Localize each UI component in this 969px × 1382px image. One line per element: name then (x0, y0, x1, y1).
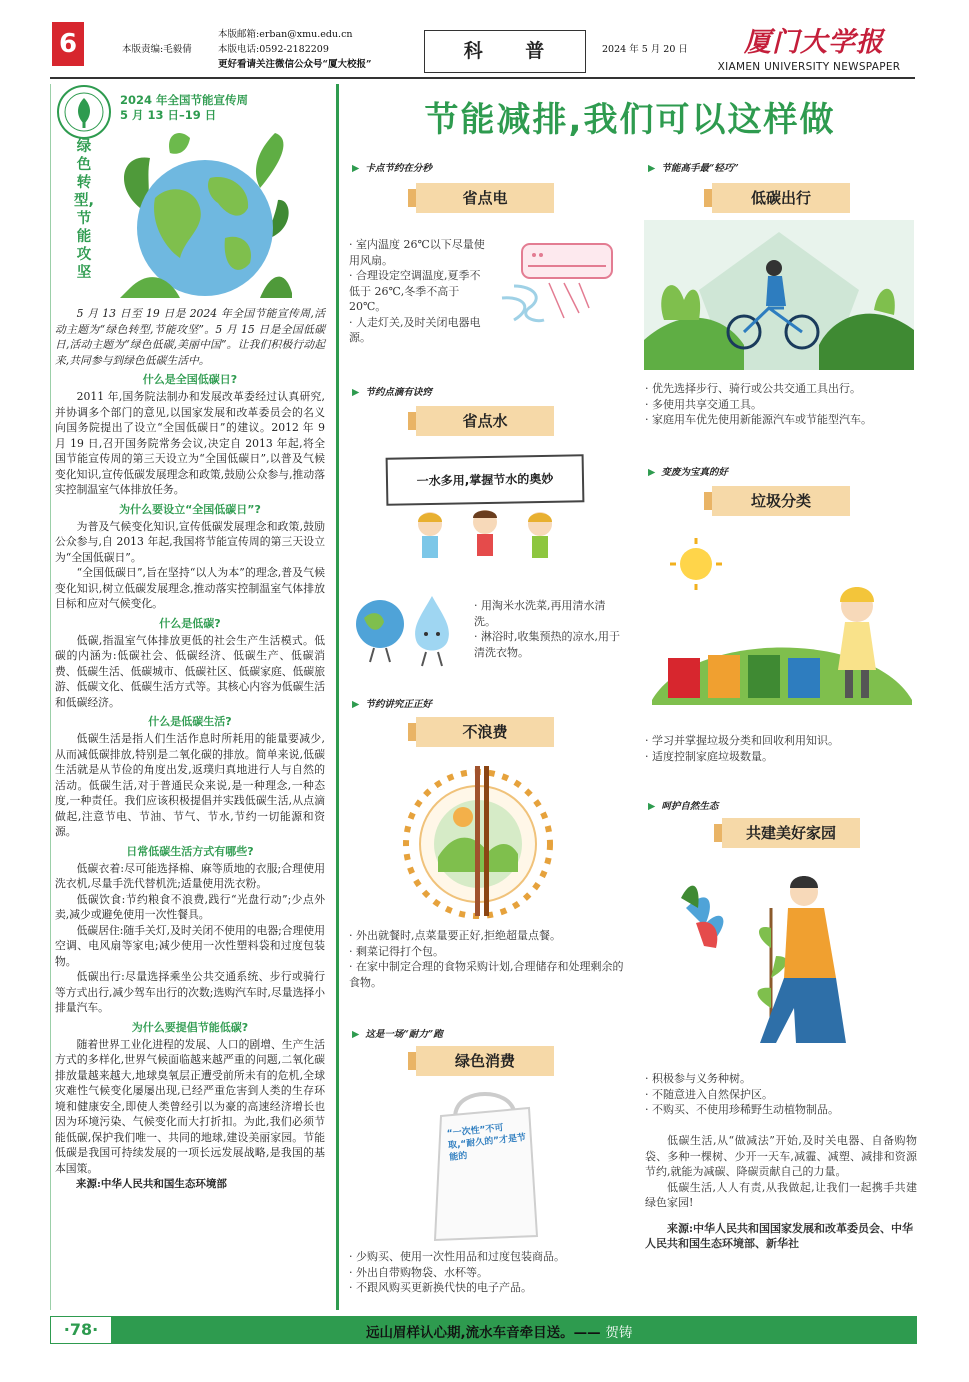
earth-and-water-drop-icon (352, 590, 464, 670)
bullet-item: · 在家中制定合理的食物采购计划,合理储存和处理剩余的食物。 (349, 960, 624, 989)
title-waste: 不浪费 (416, 717, 554, 747)
kicker-electricity (352, 160, 432, 174)
title-sorting: 垃圾分类 (712, 486, 850, 516)
section-label: 科 普 (424, 30, 586, 73)
section-heading: 为什么要提倡节能低碳? (131, 1020, 249, 1034)
body-paragraph: 随着世界工业化进程的发展、人口的剧增、生产生活方式的多样化,世界气候面临越来越严重的问题,二氧化碳排放量越来越大,地球臭氧层正遭受前所未有的危机,全球灾难性气候变化屡屡出现,已经严重危害到人类的生存环境和健康安全,即使人类曾经引以为豪的高速经济增长也因为环境污染、气候变化而大打折扣。为此,我们必须节能低碳,保护我们唯一、共同的地球,建设美丽家园。节能低碳是我国可持续发展的一项长远发展战略,是我国的基本国策。 (55, 1037, 325, 1175)
left-source: 来源:中华人民共和国生态环境部 (76, 1178, 227, 1190)
title-electricity: 省点电 (416, 183, 554, 213)
title-water: 省点水 (416, 406, 554, 436)
title-nature: 共建美好家园 (722, 818, 860, 848)
kicker-nature (648, 798, 718, 812)
bullet-item: · 学习并掌握垃圾分类和回收利用知识。 (645, 734, 839, 747)
bullet-item: · 外出自带购物袋、水杯等。 (349, 1265, 488, 1279)
body-paragraph: 低碳居住:随手关灯,及时关闭不使用的电器;合理使用空调、电风扇等家电;减少使用一次性塑料袋和过度包装物。 (55, 923, 325, 968)
bullet-item: · 不购买、不使用珍稀野生动植物制品。 (645, 1103, 839, 1116)
issue-date: 2024 年 5 月 20 日 (602, 44, 688, 55)
cyclist-illustration (644, 220, 914, 370)
bullets-travel (645, 381, 915, 428)
bullet-item: · 外出就餐时,点菜量要正好,拒绝超量点餐。 (349, 929, 561, 942)
bullet-item: · 适度控制家庭垃圾数量。 (645, 749, 773, 763)
triangle-icon: ▶ (352, 163, 360, 174)
conclusion (645, 1133, 917, 1252)
plate-and-chopsticks-illustration (398, 762, 564, 924)
children-illustration (400, 502, 570, 572)
body-paragraph: 低碳,指温室气体排放更低的社会生产生活模式。低碳的内涵为:低碳社会、低碳经济、低碳生产、低碳消费、低碳生活、低碳城市、低碳社区、低碳家庭、低碳旅游、低碳文化、低碳生活方式等。其核心内容为低碳生活和低碳经济。 (55, 633, 325, 709)
right-source: 来源:中华人民共和国国家发展和改革委员会、中华人民共和国生态环境部、新华社 (645, 1221, 914, 1250)
section-heading: 日常低碳生活方式有哪些? (126, 844, 254, 858)
footer-quote (366, 1321, 632, 1341)
kicker-sorting (648, 464, 728, 478)
kicker-waste (352, 696, 432, 710)
kicker-sorting-text: 变废为宝真的好 (661, 467, 728, 478)
bullet-item: · 用淘米水洗菜,再用清水清洗。 (474, 599, 606, 628)
kicker-travel (648, 160, 739, 174)
kicker-electricity-text: 卡点节约在分秒 (365, 163, 432, 174)
trash-sorting-illustration (652, 530, 912, 730)
left-border (50, 84, 51, 1310)
bullet-item: · 人走灯关,及时关闭电器电源。 (349, 315, 481, 344)
email-line: 本版邮箱:erban@xmu.edu.cn (218, 29, 353, 40)
footer-bar (50, 1316, 917, 1344)
bullet-item: · 室内温度 26℃以下尽量使用风扇。 (349, 238, 485, 267)
triangle-icon: ▶ (648, 467, 656, 478)
section-heading: 什么是低碳? (159, 616, 221, 630)
masthead-english: XIAMEN UNIVERSITY NEWSPAPER (717, 61, 901, 73)
body-paragraph: 低碳衣着:尽可能选择棉、麻等质地的衣服;合理使用洗衣机,尽量手洗代替机洗;适量使用洗衣粉。 (55, 861, 325, 890)
triangle-icon: ▶ (648, 163, 656, 174)
bullets-electricity (349, 237, 489, 346)
wechat-line: 更好看请关注微信公众号“厦大校报” (218, 59, 372, 70)
triangle-icon: ▶ (648, 801, 656, 812)
kicker-nature-text: 呵护自然生态 (661, 801, 719, 812)
body-paragraph: 低碳生活是指人们生活作息时所耗用的能量要减少,从而减低碳排放,特别是二氧化碳的排放。简单来说,低碳生活就是从节俭的角度出发,返璞归真地进行人与自然的活动。低碳生活,对于普通民众来说,是一种理念,一种态度,一种责任。我们应该积极提倡并实践低碳生活,从点滴做起,注意节电、节油、节气、节水,节约一切能源和资源。 (55, 732, 325, 838)
body-paragraph: “全国低碳日”,旨在坚持“以人为本”的理念,普及气候变化知识,树立低碳发展理念,推动落实控制温室气体排放目标和应对气候变化。 (55, 566, 325, 610)
header-rule (50, 77, 915, 79)
bullet-item: · 家庭用车优先使用新能源汽车或节能型汽车。 (645, 413, 872, 426)
kicker-green (352, 1026, 443, 1040)
shopping-bag-illustration (425, 1088, 545, 1248)
main-title: 节能减排,我们可以这样做 (424, 100, 836, 140)
editor-line: 本版责编:毛毅倩 (122, 44, 192, 55)
bullet-item: · 剩菜记得打个包。 (349, 944, 444, 958)
kicker-green-text: 这是一场“耐力”跑 (365, 1029, 443, 1040)
bullet-item: · 不跟风购买更新换代快的电子产品。 (349, 1281, 532, 1294)
kicker-water-text: 节约点滴有诀窍 (365, 387, 432, 398)
footer-page-number: ·78· (50, 1316, 112, 1344)
campaign-dates: 5 月 13 日–19 日 (120, 108, 217, 122)
triangle-icon: ▶ (352, 699, 360, 710)
bullet-item: · 多使用共享交通工具。 (645, 397, 762, 411)
bullet-item: · 淋浴时,收集预热的凉水,用于清洗衣物。 (474, 630, 620, 659)
intro-paragraph: 5 月 13 日至 19 日是 2024 年全国节能宣传周,活动主题为“绿色转型,节能攻坚”。5 月 15 日是全国低碳日,活动主题为“绿色低碳,美丽中国”。让我们积极行动起来,共同参与到绿色低碳生活中。 (55, 307, 325, 367)
water-banner: 一水多用,掌握节水的奥妙 (386, 454, 585, 505)
conclusion-paragraph-2: 低碳生活,人人有责,从我做起,让我们一起携手共建绿色家园! (645, 1180, 917, 1209)
bullets-green (349, 1249, 629, 1296)
bullets-nature (645, 1071, 915, 1118)
phone-line: 本版电话:0592-2182209 (218, 44, 329, 55)
bullet-item: · 优先选择步行、骑行或公共交通工具出行。 (645, 382, 861, 395)
footer-quote-author: 贺铸 (605, 1325, 633, 1341)
body-paragraph: 为普及气候变化知识,宣传低碳发展理念和政策,鼓励公众参与,自 2013 年起,我国将节能宣传周的第三天设立为“全国低碳日”。 (55, 519, 325, 564)
body-paragraph: 低碳出行:尽量选择乘坐公共交通系统、步行或骑行等方式出行,减少驾车出行的次数;选购汽车时,尽量选择小排量汽车。 (55, 970, 325, 1014)
triangle-icon: ▶ (352, 1029, 360, 1040)
kicker-travel-text: 节能高手最“轻巧” (661, 163, 739, 174)
bullets-waste (349, 928, 629, 990)
masthead-logo: 厦门大学报 (744, 27, 884, 58)
bag-slogan: “一次性”不可取,“耐久的”才是节能的 (446, 1123, 527, 1164)
tree-planting-illustration (676, 868, 866, 1058)
footer-quote-text: 远山眉样认心期,流水车音牵目送。—— (366, 1325, 601, 1341)
conclusion-paragraph-1: 低碳生活,从“做减法”开始,及时关电器、自备购物袋、多种一棵树、少开一天车,减霾、减塑、减排和资源节约,就能为减碳、降碳贡献自己的力量。 (645, 1134, 917, 1178)
triangle-icon: ▶ (352, 387, 360, 398)
kicker-water (352, 384, 432, 398)
bullet-item: · 合理设定空调温度,夏季不低于 26℃,冬季不高于 20℃。 (349, 269, 481, 313)
title-green: 绿色消费 (416, 1046, 554, 1076)
air-conditioner-icon (494, 238, 624, 338)
campaign-title: 2024 年全国节能宣传周 (120, 93, 249, 107)
bullets-sorting (645, 733, 915, 764)
bullet-item: · 少购买、使用一次性用品和过度包装商品。 (349, 1250, 565, 1263)
section-heading: 什么是全国低碳日? (142, 373, 238, 386)
bullets-water (474, 598, 624, 660)
energy-week-logo (56, 84, 112, 140)
bullet-item: · 不随意进入自然保护区。 (645, 1087, 773, 1101)
campaign-theme-vertical: 绿色转型,节能攻坚 (73, 139, 94, 281)
earth-illustration (110, 128, 295, 303)
column-divider (336, 84, 339, 1310)
left-article (55, 306, 325, 1193)
section-heading: 什么是低碳生活? (148, 715, 232, 728)
title-travel: 低碳出行 (712, 183, 850, 213)
campaign-box (120, 93, 248, 123)
body-paragraph: 2011 年,国务院法制办和发展改革委经过认真研究,并协调多个部门的意见,以国家发展和改革委员会的名义向国务院提出了设立“全国低碳日”的建议。2012 年 9 月 19 日,召开国务院常务会议,决定自 2013 年起,将全国节能宣传周的第三天设立为“全国低碳日”,以普及气候变化知识,宣传低碳发展理念和政策,鼓励公众参与,推动落实控制温室气体排放任务。 (55, 390, 325, 496)
kicker-waste-text: 节约讲究正正好 (365, 699, 432, 710)
body-paragraph: 低碳饮食:节约粮食不浪费,践行“光盘行动”;少点外卖,减少或避免使用一次性餐具。 (55, 892, 325, 921)
page-number: 6 (52, 22, 84, 66)
bullet-item: · 积极参与义务种树。 (645, 1072, 751, 1085)
section-heading: 为什么要设立“全国低碳日”? (119, 502, 261, 516)
